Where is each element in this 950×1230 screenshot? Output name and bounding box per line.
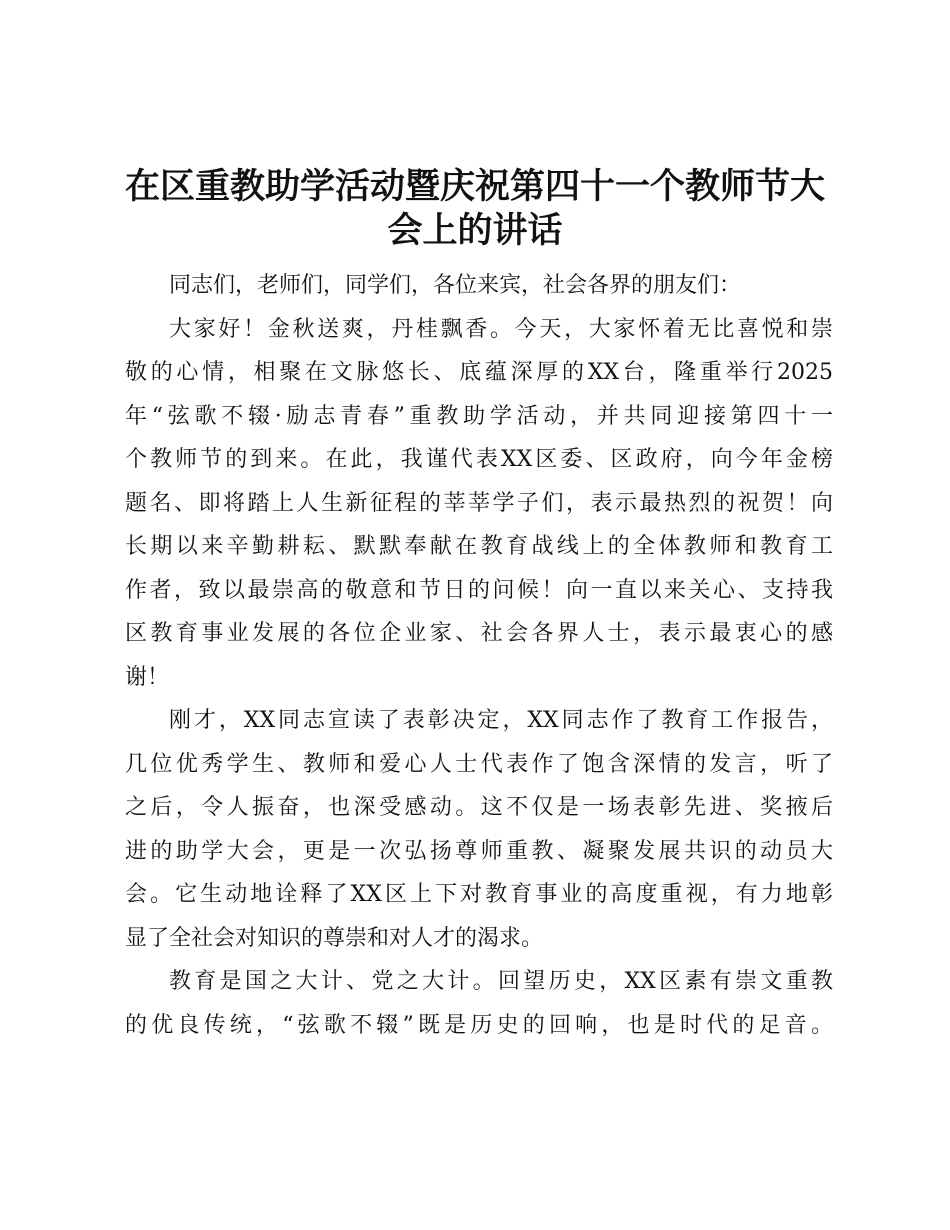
text-line: 长期以来辛勤耕耘、默默奉献在教育战线上的全体教师和教育工 — [125, 534, 833, 559]
text-line: 谢！ — [125, 664, 170, 690]
paragraph-review — [125, 699, 833, 960]
text-line: 区教育事业发展的各位企业家、社会各界人士，表示最衷心的感 — [125, 621, 833, 646]
paragraph-salutation — [125, 264, 833, 308]
text-line: 年“弦歌不辍·励志青春”重教助学活动，并共同迎接第四十一 — [125, 403, 833, 429]
text-line: 刚才，XX同志宣读了表彰决定，XX同志作了教育工作报告， — [169, 708, 833, 733]
document-title — [125, 165, 825, 253]
text-line: 大家好！金秋送爽，丹桂飘香。今天，大家怀着无比喜悦和崇 — [169, 316, 833, 342]
text-line: 敬的心情，相聚在文脉悠长、底蕴深厚的XX台，隆重举行2025 — [125, 360, 833, 385]
text-line: 作者，致以最崇高的敬意和节日的问候！向一直以来关心、支持我 — [125, 577, 833, 603]
text-line: 进的助学大会，更是一次弘扬尊师重教、凝聚发展共识的动员大 — [125, 838, 833, 864]
text-line: 几位优秀学生、教师和爱心人士代表作了饱含深情的发言，听了 — [125, 751, 833, 777]
text-line: 教育是国之大计、党之大计。回望历史，XX区素有崇文重教 — [169, 969, 833, 994]
text-line: 个教师节的到来。在此，我谨代表XX区委、区政府，向今年金榜 — [125, 447, 833, 472]
text-line: 会。它生动地诠释了XX区上下对教育事业的高度重视，有力地彰 — [125, 882, 833, 907]
document-body — [125, 264, 833, 1047]
text-line: 显了全社会对知识的尊崇和对人才的渴求。 — [125, 925, 544, 951]
text-line: 的优良传统，“弦歌不辍”既是历史的回响，也是时代的足音。 — [125, 1012, 833, 1038]
title-line-1: 在区重教助学活动暨庆祝第四十一个教师节大 — [125, 166, 826, 207]
text-line: 之后，令人振奋，也深受感动。这不仅是一场表彰先进、奖掖后 — [125, 795, 833, 820]
text-line: 同志们，老师们，同学们，各位来宾，社会各界的朋友们： — [169, 273, 742, 298]
paragraph-greeting — [125, 308, 833, 700]
paragraph-history — [125, 960, 833, 1047]
text-line: 题名、即将踏上人生新征程的莘莘学子们，表示最热烈的祝贺！向 — [125, 490, 833, 516]
title-line-2: 会上的讲话 — [387, 210, 563, 251]
